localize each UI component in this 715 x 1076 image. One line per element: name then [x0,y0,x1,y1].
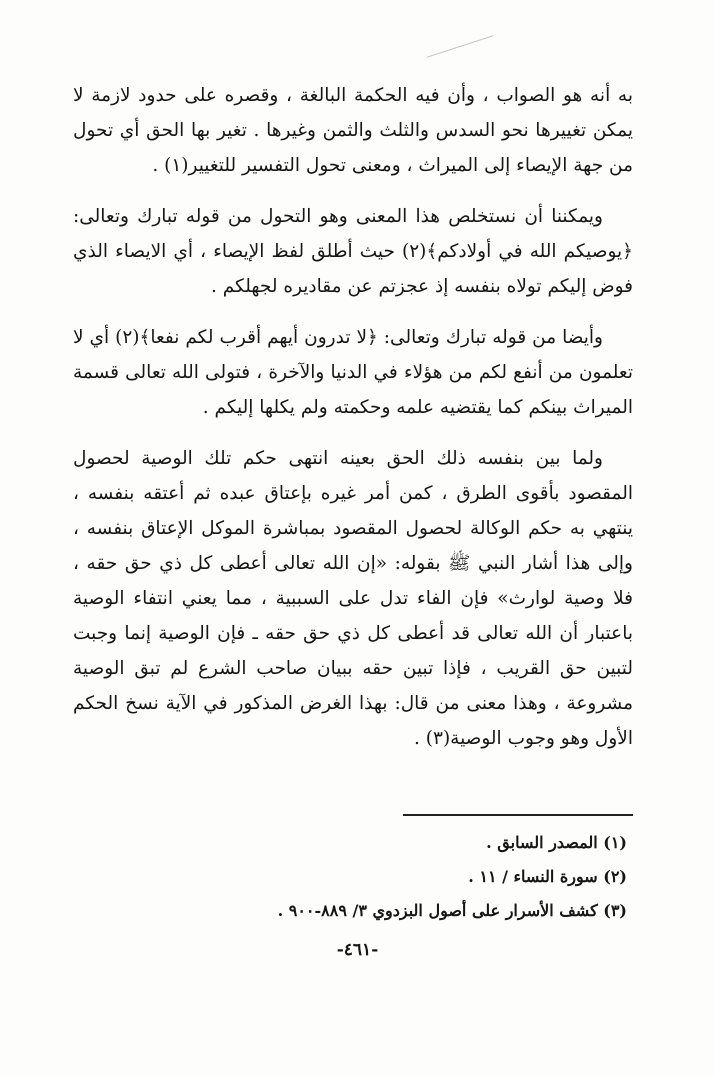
paragraph-3: وأيضا من قوله تبارك وتعالى: ﴿لا تدرون أيهم أقرب لكم نفعا﴾(٢) أي لا تعلمون من أنفع لكم من هؤلاء في الدنيا والآخرة ، فتولى الله تعالى قسمة الميراث بينكم كما يقتضيه علمه وحكمته ولم يكلها إليكم . [73,327,633,418]
paragraph-1: به أنه هو الصواب ، وأن فيه الحكمة البالغة ، وقصره على حدود لازمة لا يمكن تغييرها نحو السدس والثلث والثمن وغيرها . تغير بها الحق أي تحول من جهة الإيصاء إلى الميراث ، ومعنى تحول التفسير للتغيير(١) . [73,85,633,176]
paragraph-2: ويمكننا أن نستخلص هذا المعنى وهو التحول من قوله تبارك وتعالى: ﴿يوصيكم الله في أولادكم﴾(٢) حيث أطلق لفظ الإيصاء ، أي الايصاء الذي فوض إليكم تولاه بنفسه إذ عجزتم عن مقاديره لجهلكم . [73,206,633,297]
main-text [73,78,633,756]
footnote-2: (٢) سورة النساء / ١١ . [468,867,627,886]
scan-mark [427,35,494,58]
footnotes [87,826,627,928]
footnote-3: (٣) كشف الأسرار على أصول البزدوي ٣/ ٨٨٩-٩٠٠ . [277,901,627,920]
footnote-1: (١) المصدر السابق . [486,833,627,852]
paragraph-4: ولما بين بنفسه ذلك الحق بعينه انتهى حكم تلك الوصية لحصول المقصود بأقوى الطرق ، كمن أمر غيره بإعتاق عبده ثم أعتقه بنفسه ، ينتهي به حكم الوكالة لحصول المقصود بمباشرة الموكل الإعتاق بنفسه ، وإلى هذا أشار النبي ﷺ بقوله: «إن الله تعالى أعطى كل ذي حق حقه ، فلا وصية لوارث» فإن الفاء تدل على السببية ، مما يعني انتفاء الوصية باعتبار أن الله تعالى قد أعطى كل ذي حق حقه ـ فإن الوصية إنما وجبت لتبين حق القريب ، فإذا تبين حقه ببيان صاحب الشرع لم تبق الوصية مشروعة ، وهذا معنى من قال: بهذا الغرض المذكور في الآية نسخ الحكم الأول وهو وجوب الوصية(٣) . [73,448,633,749]
footnote-divider [403,814,633,816]
page-number: -٤٦١- [336,940,379,960]
